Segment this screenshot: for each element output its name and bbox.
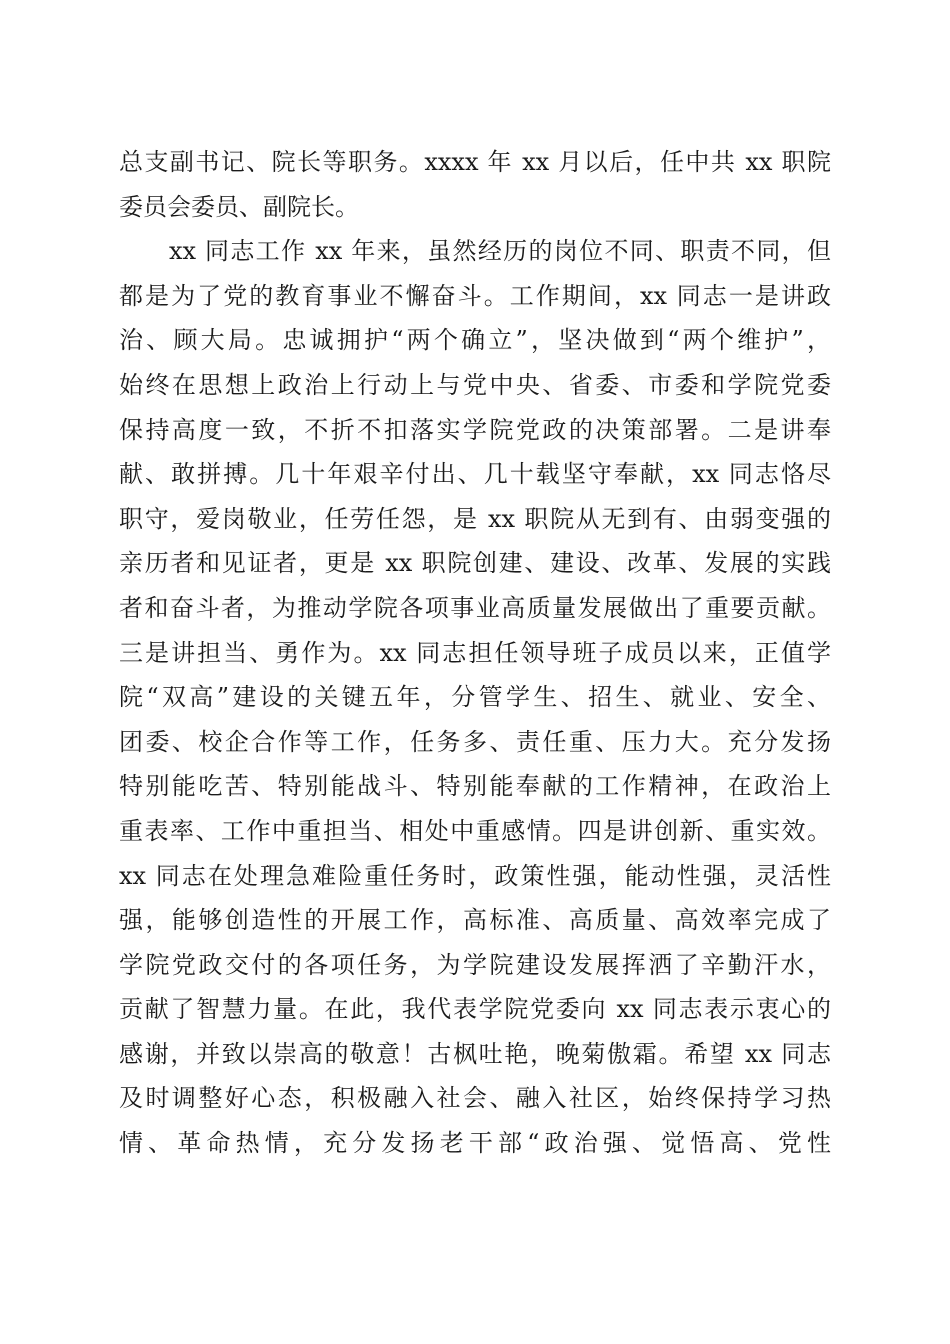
text-line: 亲历者和见证者，更是 xx 职院创建、建设、改革、发展的实践	[119, 549, 831, 578]
text-line: 者和奋斗者，为推动学院各项事业高质量发展做出了重要贡献。	[119, 593, 831, 622]
text-line: 情、革命热情，充分发扬老干部“政治强、觉悟高、党性	[119, 1129, 831, 1158]
text-line: 三是讲担当、勇作为。xx 同志担任领导班子成员以来，正值学	[119, 638, 831, 667]
text-line: 团委、校企合作等工作，任务多、责任重、压力大。充分发扬	[119, 727, 831, 756]
text-line: 重表率、工作中重担当、相处中重感情。四是讲创新、重实效。	[119, 816, 831, 845]
text-line: 始终在思想上政治上行动上与党中央、省委、市委和学院党委	[119, 370, 831, 399]
text-line: 特别能吃苦、特别能战斗、特别能奉献的工作精神，在政治上	[119, 772, 831, 801]
text-line: 及时调整好心态，积极融入社会、融入社区，始终保持学习热	[119, 1084, 831, 1113]
text-line: 治、顾大局。忠诚拥护“两个确立”，坚决做到“两个维护”，	[119, 326, 831, 355]
text-line: 献、敢拼搏。几十年艰辛付出、几十载坚守奉献，xx 同志恪尽	[119, 460, 831, 489]
text-line: 贡献了智慧力量。在此，我代表学院党委向 xx 同志表示衷心的	[119, 995, 831, 1024]
text-line: 总支副书记、院长等职务。xxxx 年 xx 月以后，任中共 xx 职院	[119, 148, 831, 176]
text-line: xx 同志工作 xx 年来，虽然经历的岗位不同、职责不同，但	[169, 237, 831, 266]
text-line: 都是为了党的教育事业不懈奋斗。工作期间，xx 同志一是讲政	[119, 281, 831, 310]
text-line: 学院党政交付的各项任务，为学院建设发展挥洒了辛勤汗水，	[119, 950, 831, 979]
document-body	[119, 140, 831, 1166]
text-line: 感谢，并致以崇高的敬意！古枫吐艳，晚菊傲霜。希望 xx 同志	[119, 1039, 831, 1068]
text-line: 强，能够创造性的开展工作，高标准、高质量、高效率完成了	[119, 906, 831, 935]
text-line: xx 同志在处理急难险重任务时，政策性强，能动性强，灵活性	[119, 861, 831, 890]
text-line: 院“双高”建设的关键五年，分管学生、招生、就业、安全、	[119, 683, 831, 712]
text-line: 职守，爱岗敬业，任劳任怨，是 xx 职院从无到有、由弱变强的	[119, 504, 831, 533]
text-line: 保持高度一致，不折不扣落实学院党政的决策部署。二是讲奉	[119, 415, 831, 444]
text-line: 委员会委员、副院长。	[119, 192, 359, 221]
